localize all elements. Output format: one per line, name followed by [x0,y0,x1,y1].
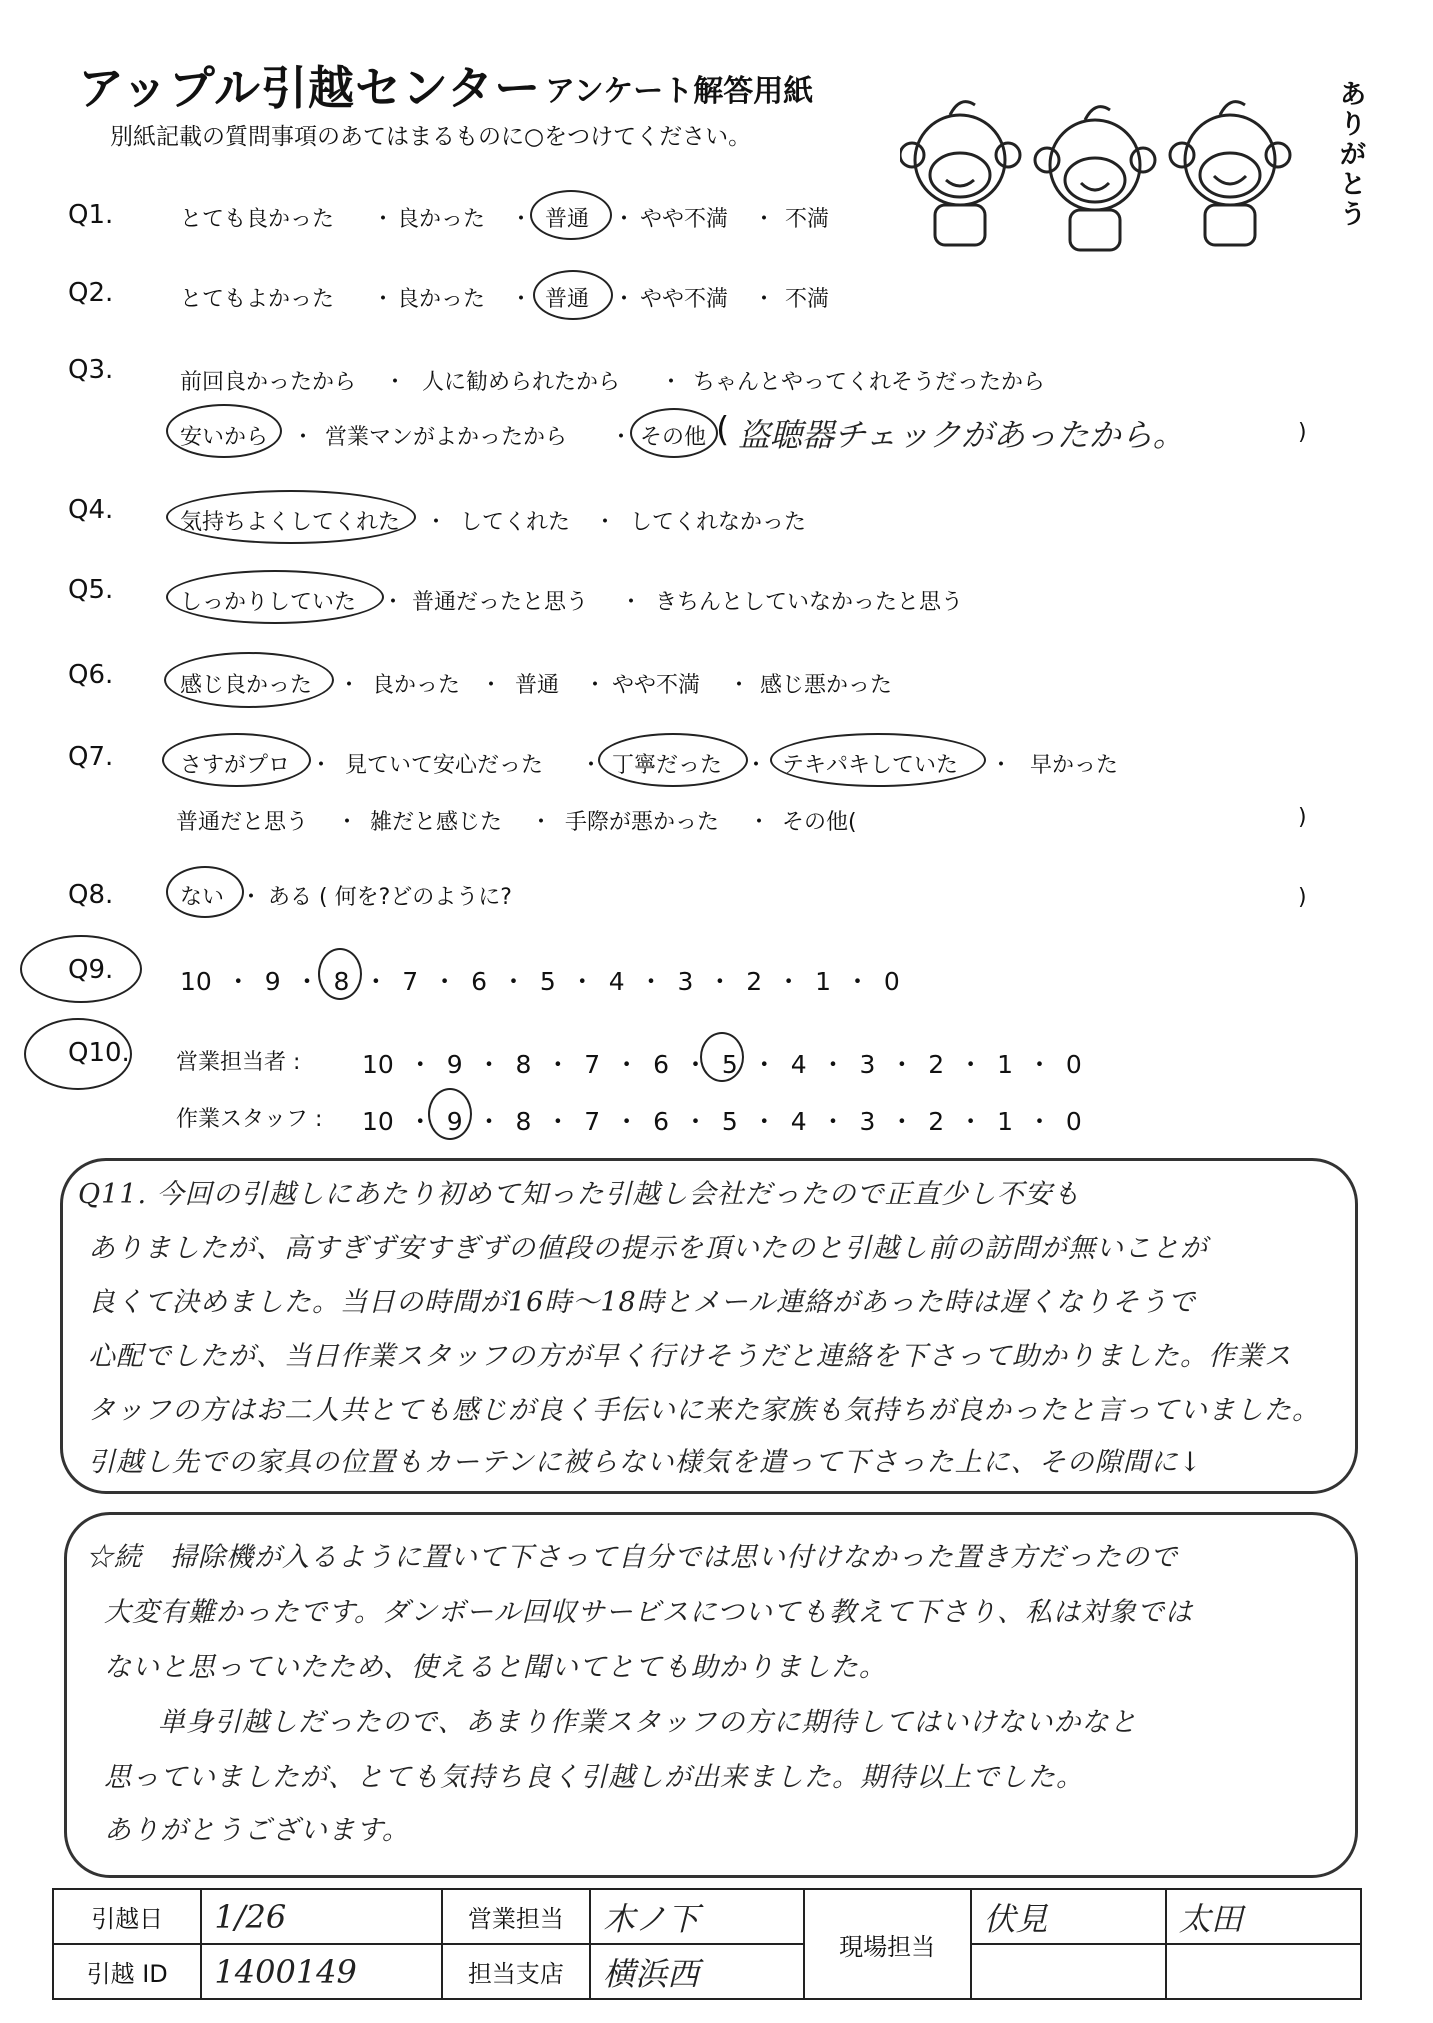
q4-option-1[interactable]: 気持ちよくしてくれた [180,510,401,535]
q3-other-handwritten: 盗聴器チェックがあったから。 [738,416,1185,454]
q6-option-3[interactable]: 普通 [515,673,560,698]
q3-option-1[interactable]: 前回良かったから [180,370,357,395]
q8-option-1[interactable]: ない [180,885,225,910]
q10-number: Q10. [68,1038,130,1068]
instruction: 別紙記載の質問事項のあてはまるものに○をつけてください。 [110,124,752,150]
q11-line-2: ありましたが、高すぎず安すぎずの値段の提示を頂いたのと引越し前の訪問が無いことが [88,1233,1208,1264]
q7-option-8[interactable]: 手際が悪かった [565,810,720,835]
q11-line-1: Q11. 今回の引越しにあたり初めて知った引越し会社だったので正直少し不安も [78,1179,1081,1210]
continued-line-5: 思っていましたが、とても気持ち良く引越しが出来ました。期待以上でした。 [104,1762,1084,1793]
q7-option-7[interactable]: 雑だと感じた [370,810,503,835]
q2-option-4[interactable]: やや不満 [640,287,729,312]
q2-option-1[interactable]: とてもよかった [180,287,335,312]
q8-answer-circle [166,866,244,918]
q7-option-6[interactable]: 普通だと思う [176,810,309,835]
q3-answer-circle-1 [166,404,282,458]
q4-option-3[interactable]: してくれなかった [630,510,807,535]
q9-number-circle [20,935,142,1003]
q11-line-5: タッフの方はお二人共とても感じが良く手伝いに来た家族も気持ちが良かったと言っていました。 [88,1395,1320,1426]
q5-answer-circle [166,570,384,624]
continued-line-4: 単身引越しだったので、あまり作業スタッフの方に期待してはいけないかなと [130,1707,1138,1738]
q7-answer-circle-3 [770,733,986,787]
q2-option-2[interactable]: 良かった [397,287,486,312]
q11-line-4: 心配でしたが、当日作業スタッフの方が早く行けそうだと連絡を下さって助かりました。作業ス [88,1341,1292,1372]
q9-number: Q9. [68,955,114,985]
q3-number: Q3. [68,355,114,385]
q3-answer-circle-2 [630,408,718,458]
q8-number: Q8. [68,880,114,910]
q7-option-9[interactable]: その他( [782,810,857,835]
q1-option-2[interactable]: 良かった [397,207,486,232]
q10-number-circle [24,1018,132,1090]
q7-answer-circle-2 [598,733,748,787]
q4-answer-circle [166,490,416,544]
move-id-label: 引越 ID [53,1944,201,1999]
q5-option-2[interactable]: 普通だったと思う [412,590,589,615]
form-title: アンケート解答用紙 [545,74,814,109]
q6-option-1[interactable]: 感じ良かった [180,673,313,698]
q4-option-2[interactable]: してくれた [460,510,571,535]
q7-option-1[interactable]: さすがプロ [180,753,291,778]
q6-option-5[interactable]: 感じ悪かった [760,673,893,698]
q7-option-5[interactable]: 早かった [1030,753,1119,778]
q8-option-2[interactable]: ある ( 何を?どのように? [268,885,512,910]
q9-scale[interactable]: 10 ・ 9 ・ 8 ・ 7 ・ 6 ・ 5 ・ 4 ・ 3 ・ 2 ・ 1 ・ 0 [180,967,900,996]
thanks-vertical-text: ありがとう [1340,80,1367,230]
q10-staff-label: 作業スタッフ : [176,1107,323,1132]
site-value-1: 伏見 [971,1889,1166,1944]
q7-option-3[interactable]: 丁寧だった [612,753,723,778]
q10-staff-scale[interactable]: 10 ・ 9 ・ 8 ・ 7 ・ 6 ・ 5 ・ 4 ・ 3 ・ 2 ・ 1 ・ 0 [362,1107,1082,1136]
brand-title: アップル引越センター [78,61,542,115]
q4-number: Q4. [68,495,114,525]
site-value-2: 太田 [1166,1889,1361,1944]
q7-answer-circle-1 [162,733,311,787]
q6-number: Q6. [68,660,114,690]
move-id-value: 1400149 [201,1944,441,1999]
continued-line-1: ☆続 掃除機が入るように置いて下さって自分では思い付けなかった置き方だったので [86,1542,1178,1573]
q2-number: Q2. [68,278,114,308]
q1-number: Q1. [68,200,114,230]
q5-option-3[interactable]: きちんとしていなかったと思う [655,590,964,615]
q10-sales-label: 営業担当者 : [176,1050,301,1075]
move-date-label: 引越日 [53,1889,201,1944]
q6-option-2[interactable]: 良かった [372,673,461,698]
q3-option-2[interactable]: 人に勧められたから [422,370,621,395]
q1-answer-circle [530,190,612,240]
branch-label: 担当支店 [442,1944,590,1999]
move-date-value: 1/26 [201,1889,441,1944]
q3-option-3[interactable]: ちゃんとやってくれそうだったから [693,370,1046,395]
q7-option-2[interactable]: 見ていて安心だった [345,753,544,778]
q9-answer-circle [318,948,362,1000]
footer-info-table [52,1888,1362,2000]
q11-line-6: 引越し先での家具の位置もカーテンに被らない様気を遣って下さった上に、その隙間に↓ [88,1447,1203,1478]
monkey-mascots-illustration [900,60,1320,260]
q1-option-4[interactable]: やや不満 [640,207,729,232]
site-label: 現場担当 [804,1889,971,1999]
q6-answer-circle [164,652,334,708]
q2-answer-circle [533,270,613,320]
q11-line-3: 良くて決めました。当日の時間が16時〜18時とメール連絡があった時は遅くなりそうで [88,1287,1196,1318]
q2-option-3[interactable]: 普通 [545,287,590,312]
q5-option-1[interactable]: しっかりしていた [180,590,357,615]
continued-line-3: ないと思っていたため、使えると聞いてとても助かりました。 [104,1652,887,1683]
q7-number: Q7. [68,742,114,772]
q10-sales-scale[interactable]: 10 ・ 9 ・ 8 ・ 7 ・ 6 ・ 5 ・ 4 ・ 3 ・ 2 ・ 1 ・ 0 [362,1050,1082,1079]
q7-option-4[interactable]: テキパキしていた [782,753,959,778]
branch-value: 横浜西 [590,1944,804,1999]
q3-option-4[interactable]: 安いから [180,425,269,450]
q6-option-4[interactable]: やや不満 [612,673,701,698]
q10-staff-answer-circle [428,1088,472,1140]
q3-option-6[interactable]: その他 [640,425,707,450]
q1-option-1[interactable]: とても良かった [180,207,335,232]
continued-line-2: 大変有難かったです。ダンボール回収サービスについても教えて下さり、私は対象では [104,1597,1194,1628]
q5-number: Q5. [68,575,114,605]
q3-option-5[interactable]: 営業マンがよかったから [325,425,568,450]
q1-option-3[interactable]: 普通 [545,207,590,232]
q10-sales-answer-circle [700,1032,744,1082]
continued-line-6: ありがとうございます。 [104,1815,410,1846]
sales-label: 営業担当 [442,1889,590,1944]
q1-option-5[interactable]: 不満 [785,207,830,232]
sales-value: 木ノ下 [590,1889,804,1944]
q2-option-5[interactable]: 不満 [785,287,830,312]
